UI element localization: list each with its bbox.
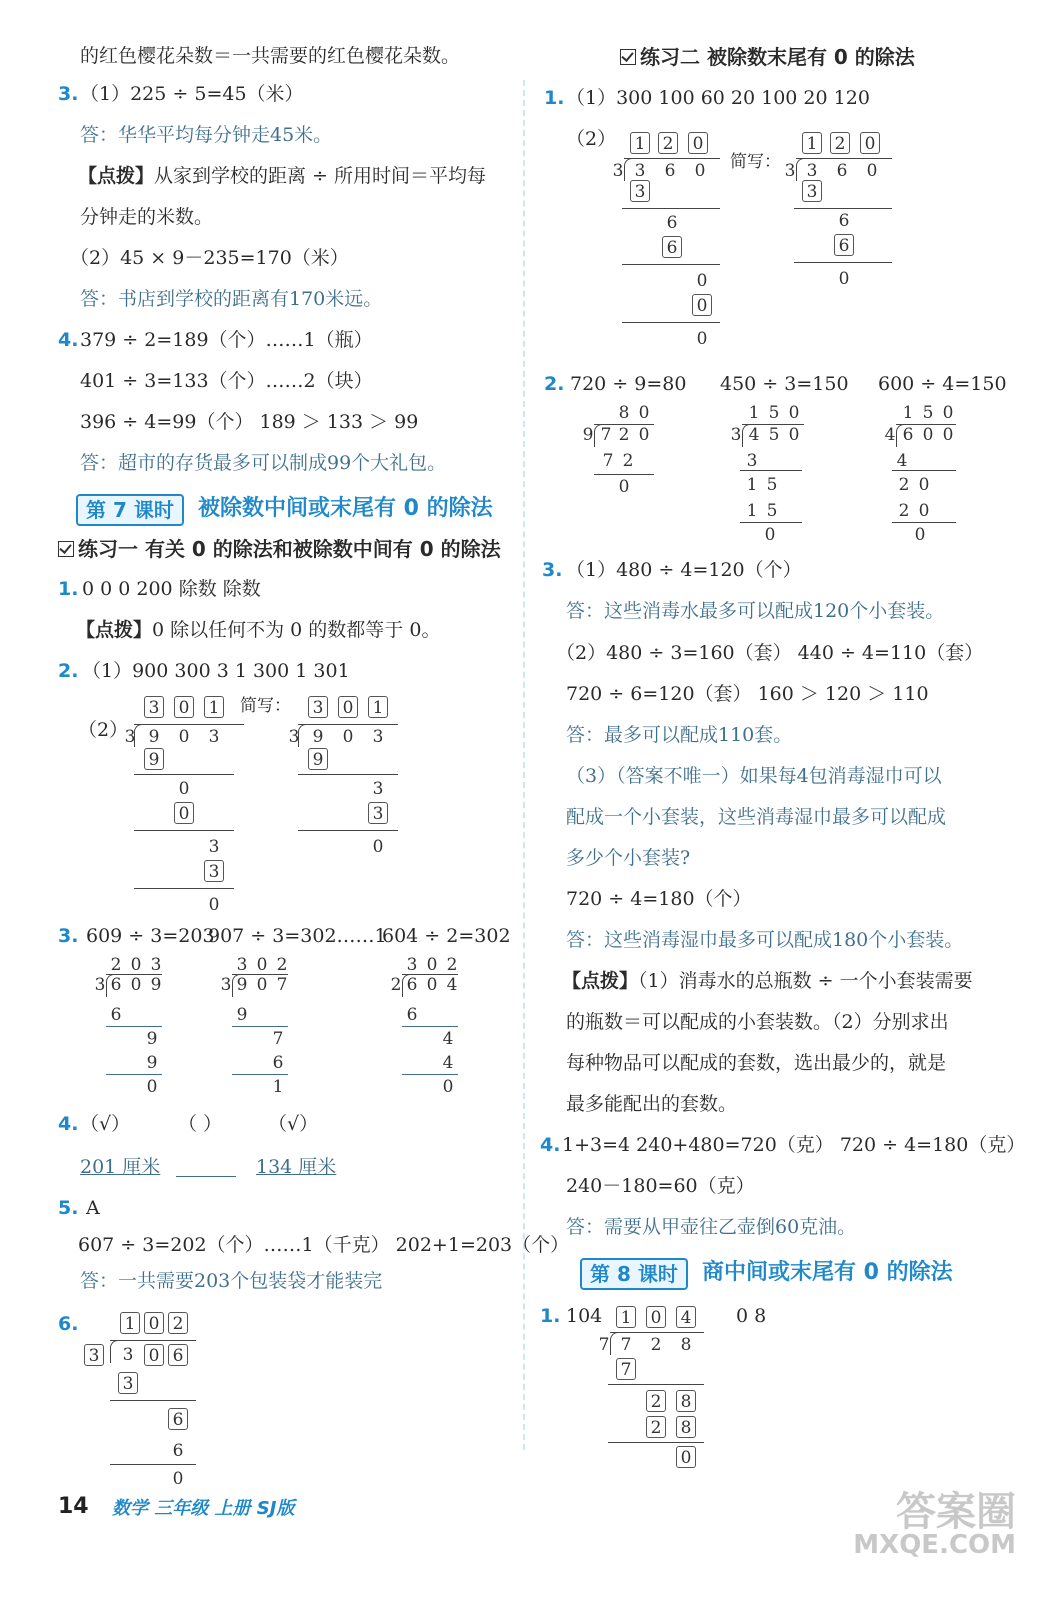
answer-text: 答：华华平均每分钟走45米。 bbox=[80, 124, 333, 146]
question-number: 1. bbox=[540, 1305, 561, 1327]
step-digit: 0 bbox=[174, 802, 194, 824]
dividend-digit: 3 bbox=[208, 727, 220, 747]
question-number: 1. bbox=[58, 578, 79, 600]
lesson-7-header bbox=[76, 494, 516, 524]
divisor: 3 bbox=[124, 727, 136, 747]
answer-line: （2）480 ÷ 3=160（套） 440 ÷ 4=110（套） bbox=[556, 642, 984, 664]
tip-line: 的瓶数＝可以配成的小套装数。（2）分别求出 bbox=[566, 1011, 949, 1033]
exercise-title-text: 练习二 被除数末尾有 0 的除法 bbox=[640, 45, 915, 69]
watermark-logo: 答案圈 bbox=[896, 1489, 1016, 1535]
question-number: 3. bbox=[58, 925, 79, 947]
rule bbox=[298, 724, 398, 725]
shorthand-label: 简写： bbox=[730, 152, 781, 172]
divisor: 3 bbox=[288, 727, 300, 747]
equation: 720 ÷ 9=80 bbox=[570, 373, 687, 395]
equation: 600 ÷ 4=150 bbox=[878, 373, 1007, 395]
lesson-badge: 第 7 课时 bbox=[76, 494, 184, 526]
step-digit: 3 bbox=[372, 779, 384, 799]
answer-text: 多少个小套装? bbox=[566, 847, 691, 869]
question-number: 2. bbox=[58, 660, 79, 682]
lesson-badge: 第 8 课时 bbox=[580, 1258, 688, 1290]
exercise-title-text: 练习一 有关 0 的除法和被除数中间有 0 的除法 bbox=[78, 537, 501, 561]
step-digit: 9 bbox=[144, 748, 164, 770]
answer-line: （1）480 ÷ 4=120（个） bbox=[566, 559, 802, 581]
equation: 450 ÷ 3=150 bbox=[720, 373, 849, 395]
exercise-title bbox=[58, 536, 501, 562]
question-number: 6. bbox=[58, 1313, 79, 1335]
answer-line: 240－180=60（克） bbox=[566, 1175, 755, 1197]
tip-text: （1）消毒水的总瓶数 ÷ 一个小套装需要 bbox=[638, 970, 973, 992]
fill-answer: 134 厘米 bbox=[256, 1156, 337, 1178]
answer-text: 答：超市的存货最多可以制成99个大礼包。 bbox=[80, 452, 447, 474]
dividend-digit: 0 bbox=[178, 727, 190, 747]
question-number: 3. bbox=[542, 559, 563, 581]
answer-line: （1）225 ÷ 5=45（米） bbox=[80, 83, 304, 105]
quotient-digit: 3 bbox=[308, 696, 328, 718]
step-digit: 3 bbox=[204, 860, 224, 882]
step-digit: 3 bbox=[208, 837, 220, 857]
tip-tag: 【点拨】 bbox=[76, 619, 153, 641]
answer-text: （3）（答案不唯一）如果每4包消毒湿巾可以 bbox=[566, 765, 942, 787]
text-line: 的红色樱花朵数＝一共需要的红色樱花朵数。 bbox=[80, 45, 461, 67]
answer-line: 607 ÷ 3=202（个）……1（千克） 202+1=203（个） bbox=[78, 1234, 570, 1256]
rule bbox=[298, 830, 398, 831]
quotient-digit: 0 bbox=[338, 696, 358, 718]
rule bbox=[298, 774, 398, 775]
answer-text: 答：一共需要203个包装袋才能装完 bbox=[80, 1270, 383, 1292]
book-title: 数学 三年级 上册 SJ版 bbox=[112, 1498, 295, 1519]
dividend-digit: 9 bbox=[148, 727, 160, 747]
tip-line bbox=[562, 969, 973, 993]
question-number: 3. bbox=[58, 83, 79, 105]
remainder: 0 bbox=[372, 837, 384, 857]
lesson-title: 被除数中间或末尾有 0 的除法 bbox=[198, 496, 493, 521]
sub-label: （2） bbox=[78, 719, 129, 741]
answer-line: 104 bbox=[566, 1305, 603, 1327]
tip-line: 每种物品可以配成的套数，选出最少的，就是 bbox=[566, 1052, 947, 1074]
answer-line: 0 8 bbox=[736, 1305, 767, 1327]
answer-line: 720 ÷ 6=120（套） 160 ＞ 120 ＞ 110 bbox=[566, 683, 929, 705]
equation: 604 ÷ 2=302 bbox=[382, 925, 511, 947]
watermark-url: MXQE.COM bbox=[853, 1530, 1016, 1560]
answer-line: 0 0 0 200 除数 除数 bbox=[82, 578, 261, 600]
tip-line: 最多能配出的套数。 bbox=[566, 1093, 738, 1115]
tip-line: 分钟走的米数。 bbox=[80, 206, 214, 228]
rule bbox=[134, 774, 234, 775]
question-number: 5. bbox=[58, 1197, 79, 1219]
answer-line: （1）300 100 60 20 100 20 120 bbox=[566, 87, 870, 109]
answer-text: 答：最多可以配成110套。 bbox=[566, 724, 793, 746]
answer-line: 1+3=4 240+480=720（克） 720 ÷ 4=180（克） bbox=[562, 1134, 1026, 1156]
dividend-digit: 3 bbox=[372, 727, 384, 747]
tip-line bbox=[78, 164, 486, 188]
quotient-digit: 1 bbox=[204, 696, 224, 718]
answer-text: 答：这些消毒水最多可以配成120个小套装。 bbox=[566, 600, 945, 622]
step-digit: 3 bbox=[368, 802, 388, 824]
judgement: （√） bbox=[80, 1113, 131, 1135]
rule bbox=[134, 724, 244, 725]
blank-line bbox=[176, 1176, 236, 1177]
answer-text: 答：书店到学校的距离有170米远。 bbox=[80, 288, 383, 310]
judgement: （√） bbox=[268, 1113, 319, 1135]
answer-line: （1）900 300 3 1 300 1 301 bbox=[82, 660, 350, 682]
tip-tag: 【点拨】 bbox=[78, 165, 155, 187]
lesson-8-header bbox=[580, 1258, 1000, 1288]
question-number: 4. bbox=[58, 329, 79, 351]
exercise-title bbox=[620, 44, 915, 70]
sub-label: （2） bbox=[566, 128, 617, 150]
dividend-digit: 9 bbox=[312, 727, 324, 747]
answer-line: 401 ÷ 3=133（个）……2（块） bbox=[80, 370, 373, 392]
fill-answer: 201 厘米 bbox=[80, 1156, 161, 1178]
page-number: 14 bbox=[58, 1494, 89, 1519]
answer-line: （2）45 × 9－235=170（米） bbox=[70, 247, 349, 269]
answer-text: 答：这些消毒湿巾最多可以配成180个小套装。 bbox=[566, 929, 964, 951]
answer-line: 720 ÷ 4=180（个） bbox=[566, 888, 752, 910]
lesson-title: 商中间或末尾有 0 的除法 bbox=[702, 1260, 953, 1285]
equation: 609 ÷ 3=203 bbox=[86, 925, 215, 947]
answer-text: 配成一个小套装，这些消毒湿巾最多可以配成 bbox=[566, 806, 947, 828]
answer-text: 答：需要从甲壶往乙壶倒60克油。 bbox=[566, 1216, 857, 1238]
remainder: 0 bbox=[208, 895, 220, 915]
checkbox-icon bbox=[58, 541, 74, 557]
question-number: 1. bbox=[544, 87, 565, 109]
question-number: 4. bbox=[540, 1134, 561, 1156]
answer-line: 379 ÷ 2=189（个）……1（瓶） bbox=[80, 329, 373, 351]
tip-text: 0 除以任何不为 0 的数都等于 0。 bbox=[152, 619, 441, 641]
dividend-digit: 0 bbox=[342, 727, 354, 747]
tip-tag: 【点拨】 bbox=[562, 970, 639, 992]
rule bbox=[134, 888, 234, 889]
tip-text: 从家到学校的距离 ÷ 所用时间＝平均每 bbox=[154, 165, 487, 187]
judgement: （ ） bbox=[178, 1113, 223, 1135]
rule bbox=[134, 830, 234, 831]
equation: 907 ÷ 3=302……1 bbox=[208, 925, 387, 947]
question-number: 2. bbox=[544, 373, 565, 395]
quotient-digit: 3 bbox=[144, 696, 164, 718]
step-digit: 9 bbox=[308, 748, 328, 770]
tip-line bbox=[76, 618, 440, 642]
answer-line: 396 ÷ 4=99（个） 189 ＞ 133 ＞ 99 bbox=[80, 411, 419, 433]
quotient-digit: 1 bbox=[368, 696, 388, 718]
shorthand-label: 简写： bbox=[240, 696, 291, 716]
choice-answer: A bbox=[86, 1197, 100, 1219]
quotient-digit: 0 bbox=[174, 696, 194, 718]
question-number: 4. bbox=[58, 1113, 79, 1135]
step-digit: 0 bbox=[178, 779, 190, 799]
checkbox-icon bbox=[620, 49, 636, 65]
